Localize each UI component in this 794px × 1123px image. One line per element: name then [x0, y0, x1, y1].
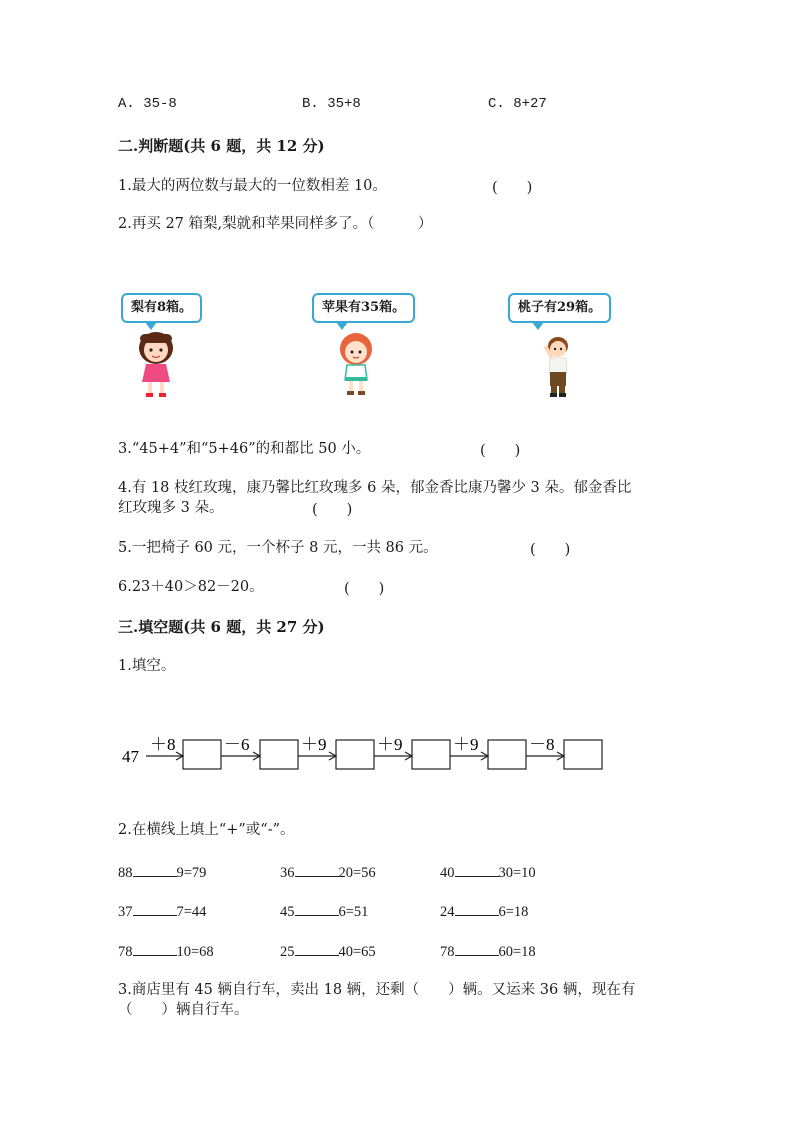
judge-q6-paren: ( ): [344, 581, 385, 597]
speech-bubble-pear: 梨有8箱。: [121, 293, 202, 323]
arrow-chain-diagram: [118, 730, 618, 780]
fill-q3-line2: （ ）辆自行车。: [118, 1002, 249, 1018]
judge-q4-line2: 红玫瑰多 3 朵。: [118, 500, 224, 516]
blank-9: 78 60=18: [440, 941, 536, 961]
judge-q1: 1.最大的两位数与最大的一位数相差 10。: [118, 178, 387, 194]
judge-q4-paren: ( ): [312, 502, 353, 518]
section-3-heading: 三.填空题(共 6 题，共 27 分): [118, 618, 325, 636]
boy-illustration: [538, 334, 578, 398]
option-a: A. 35-8: [118, 96, 177, 112]
judge-q2: 2.再买 27 箱梨,梨就和苹果同样多了。（ ）: [118, 216, 433, 232]
chain-op-3: ＋9: [301, 735, 327, 754]
judge-q5: 5.一把椅子 60 元，一个杯子 8 元，一共 86 元。: [118, 540, 438, 556]
option-c: C. 8+27: [488, 96, 547, 112]
judge-q3: 3.“45+4”和“5+46”的和都比 50 小。: [118, 441, 371, 457]
chain-op-2: －6: [224, 735, 250, 754]
blank-5: 45 6=51: [280, 901, 368, 921]
blank-8: 25 40=65: [280, 941, 376, 961]
chain-op-5: ＋9: [453, 735, 479, 754]
section-2-heading: 二.判断题(共 6 题，共 12 分): [118, 137, 325, 155]
chain-op-6: －8: [529, 735, 555, 754]
judge-q3-paren: ( ): [480, 443, 521, 459]
fill-q3-line1: 3.商店里有 45 辆自行车，卖出 18 辆，还剩（ ）辆。又运来 36 辆，现在有: [118, 982, 636, 998]
speech-bubble-peach: 桃子有29箱。: [508, 293, 611, 323]
girl-illustration: [132, 330, 180, 398]
judge-q6: 6.23＋40＞82－20。: [118, 579, 264, 595]
chain-start: 47: [122, 747, 139, 766]
chain-op-1: ＋8: [150, 735, 176, 754]
judge-q5-paren: ( ): [530, 542, 571, 558]
judge-q4-line1: 4.有 18 枝红玫瑰，康乃馨比红玫瑰多 6 朵，郁金香比康乃馨少 3 朵。郁金香比: [118, 480, 632, 496]
chain-op-4: ＋9: [377, 735, 403, 754]
blank-7: 78 10=68: [118, 941, 214, 961]
red-hair-girl-illustration: [336, 332, 376, 398]
speech-bubble-apple: 苹果有35箱。: [312, 293, 415, 323]
fill-q1: 1.填空。: [118, 658, 176, 674]
blank-1: 88 9=79: [118, 862, 206, 882]
blank-3: 40 30=10: [440, 862, 536, 882]
blank-6: 24 6=18: [440, 901, 528, 921]
judge-q1-paren: ( ): [492, 180, 533, 196]
option-b: B. 35+8: [302, 96, 361, 112]
blank-4: 37 7=44: [118, 901, 206, 921]
fill-q2: 2.在横线上填上“+”或“-”。: [118, 822, 295, 838]
blank-2: 36 20=56: [280, 862, 376, 882]
